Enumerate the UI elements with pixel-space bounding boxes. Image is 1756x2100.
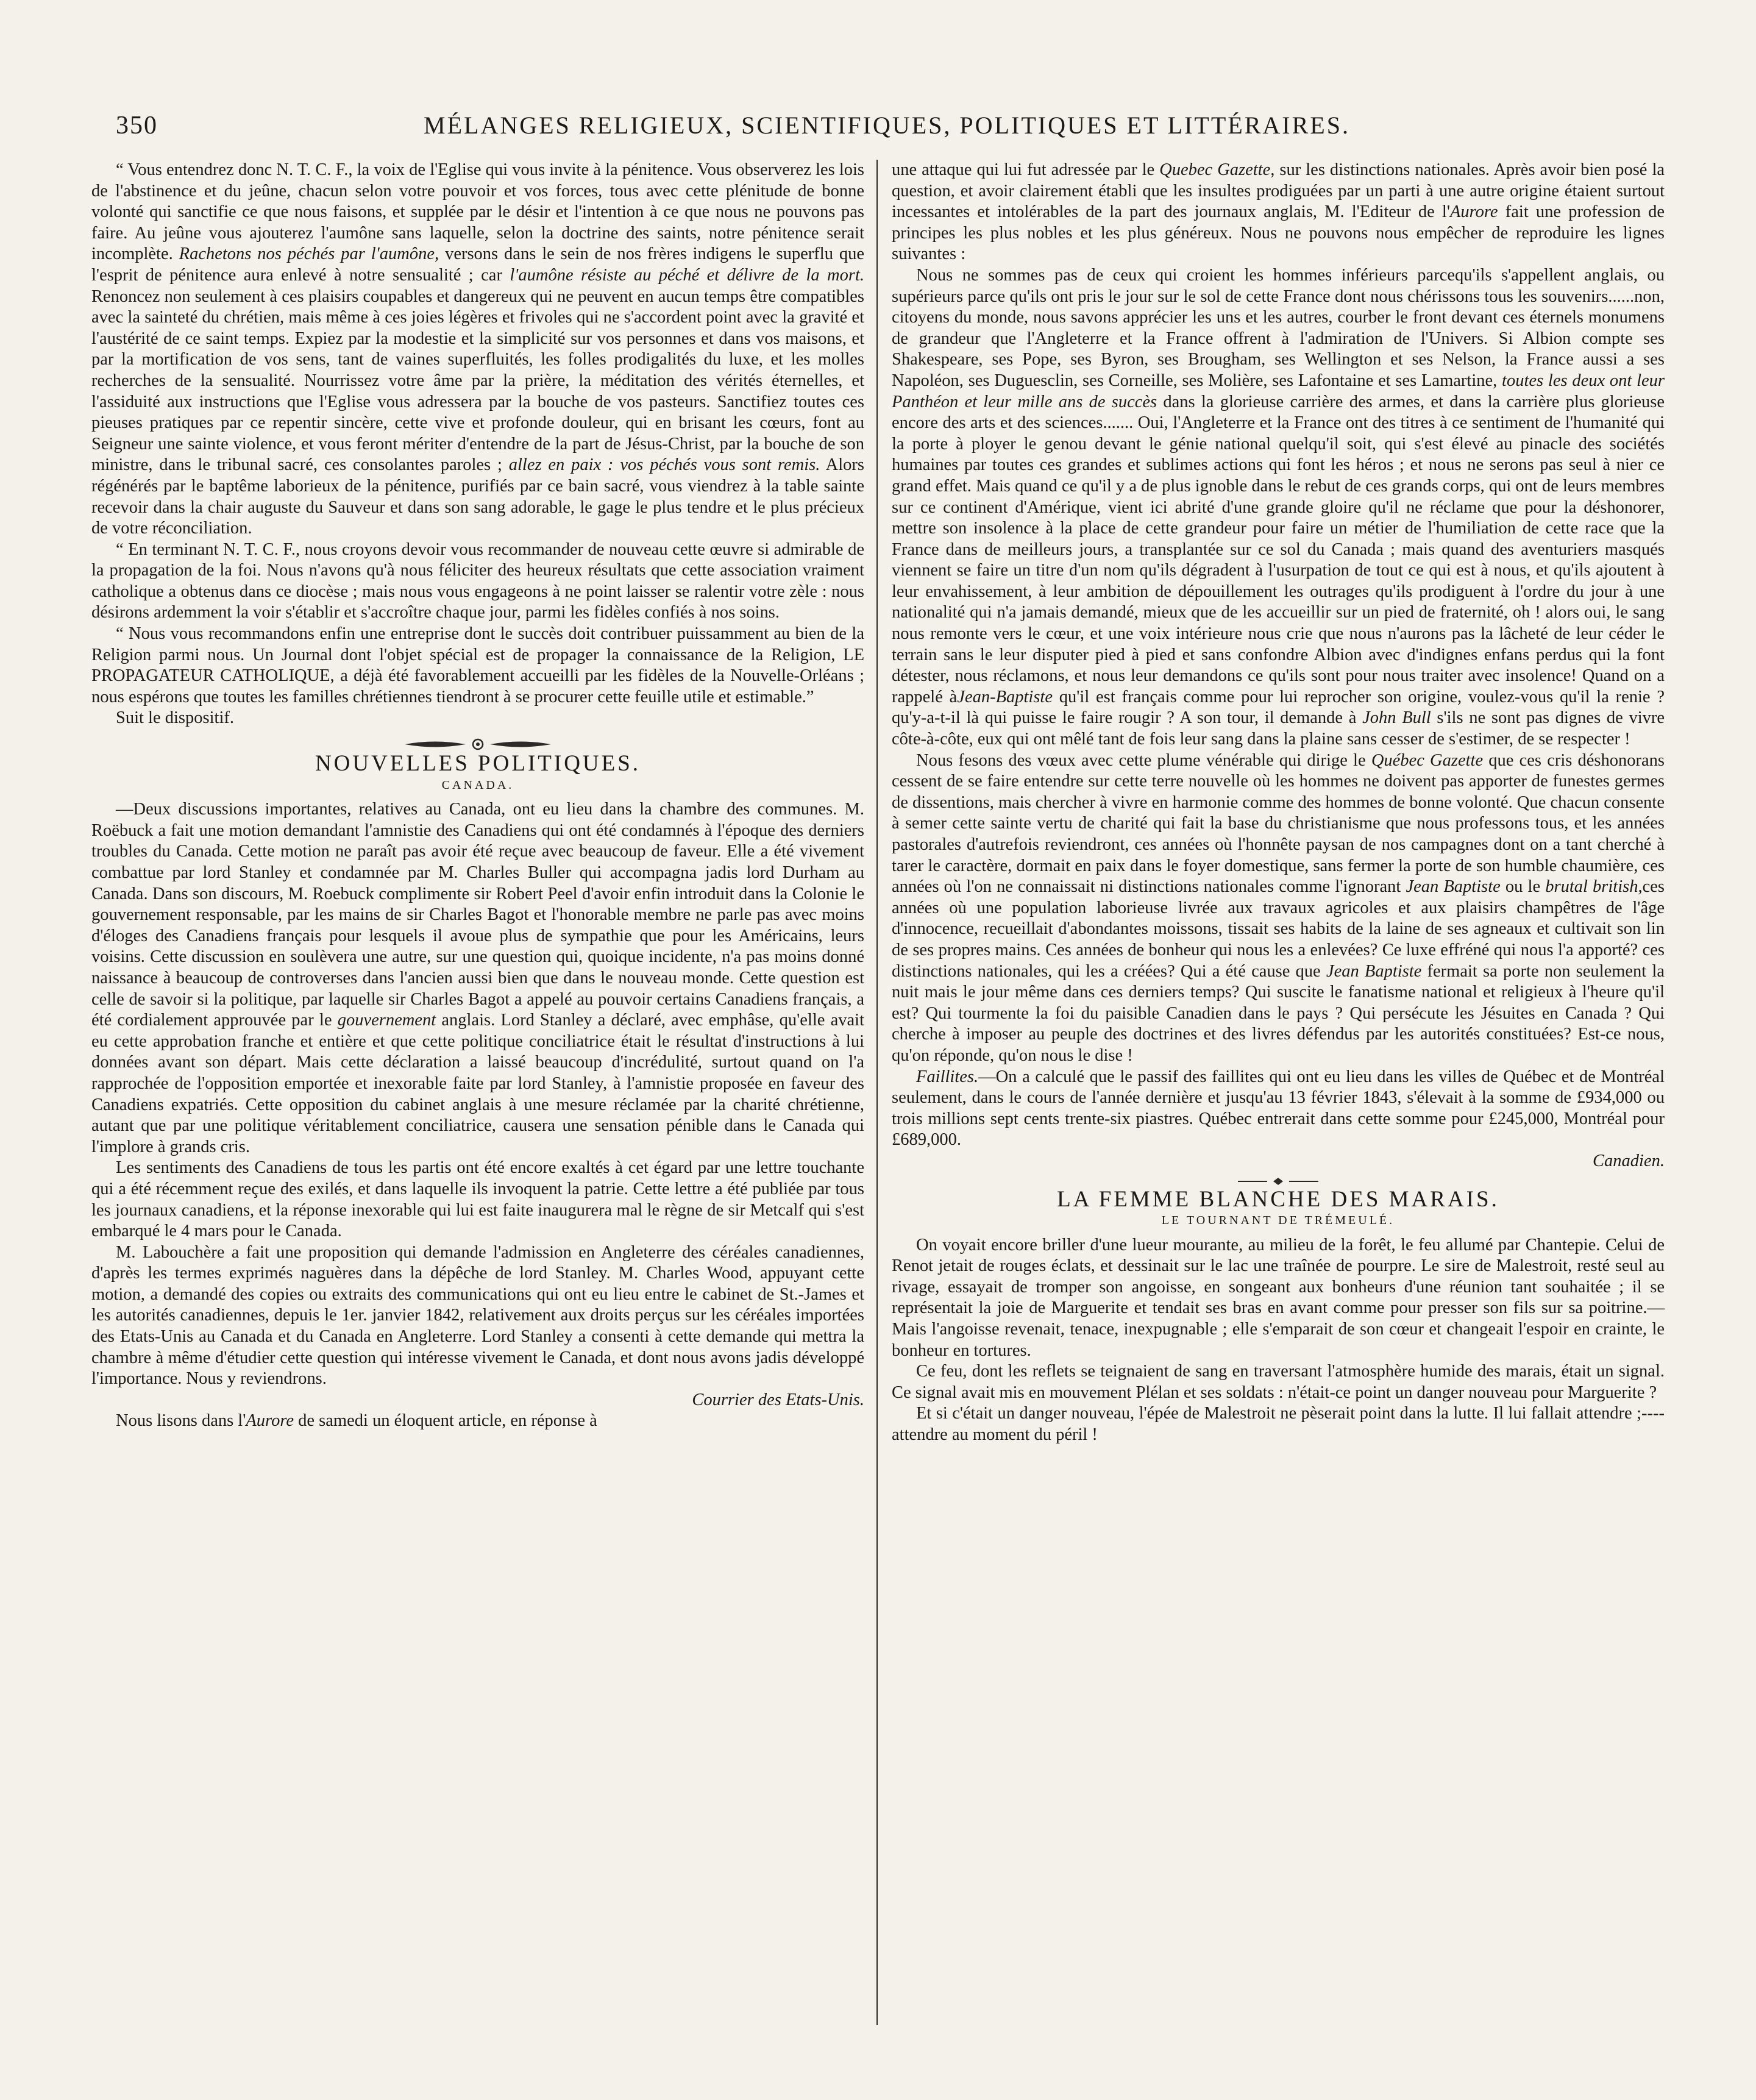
exiles-letter-paragraph: Les sentiments des Canadiens de tous les partis ont été encore exaltés à cet égard par une lettre touchante qui a été récemment reçue des exilés, et dans laquelle ils invoquent la patrie. Cette lettre a été publiée par tous les journaux canadiens, et la réponse inexorable qui lui est faite inaugurera mal le règne de sir Metcalf qui s'est embarqué le 4 mars pour le Canada. — [91, 1158, 864, 1241]
story-paragraph: Ce feu, dont les reflets se teignaient de sang en traversant l'atmosphère humide des marais, était un signal. Ce signal avait mis en mouvement Plélan et ses soldats : n'était-ce point un danger nouveau pour Marguerite ? — [892, 1362, 1665, 1402]
small-ornament-divider — [892, 1177, 1665, 1186]
right-column — [892, 160, 1665, 1446]
section-subtitle: CANADA. — [441, 778, 514, 792]
labouchere-paragraph: M. Labouchère a fait une proposition qui demande l'admission en Angleterre des céréales canadiennes, d'après les termes exprimés naguères dans la dépêche de lord Stanley. M. Charles Wood, appuyant cette motion, a demandé des copies ou extraits des communications qui ont eu lieu entre le cabinet de St.-James et les autorités canadiennes, depuis le 1er. janvier 1842, relativement aux droits perçus sur les céréales importées des Etats-Unis au Canada et du Canada en Angleterre. Lord Stanley a consenti à cette demande qui mettra la chambre à même d'étudier cette question qui intéresse vivement le Canada, et dont nous avons jadis développé l'importance. Nous y reviendrons. — [91, 1242, 864, 1389]
aurore-quote-paragraph: Nous ne sommes pas de ceux qui croient les hommes inférieurs parcequ'ils s'appellent anglais, ou supérieurs parce qu'ils ont pris le jour sur le sol de cette France dont nous chérissons tous les souvenirs......non, citoyens du monde, nous savons apprécier les uns et les autres, courber le front devant ces éternels monumens de grandeur que l'Angleterre et la France offrent à l'admiration de l'Univers. Si Albion compte ses Shakespeare, ses Pope, ses Byron, ses Brougham, ses Wellington et ses Nelson, la France aussi a ses Napoléon, ses Duguesclin, ses Corneille, ses Molière, ses Lafontaine et ses Lamartine, toutes les deux ont leur Panthéon et leur mille ans de succès dans la glorieuse carrière des armes, et dans la carrière plus glorieuse encore des arts et des sciences....... Oui, l'Angleterre et la France ont des titres à ce sentiment de l'humanité qui la porte à ployer le genou devant le génie national quelqu'il soit, qui s'est élevé au pinacle des sociétés humaines par toutes ces grandes et sublimes actions qui font les héros ; et nous ne serons pas seul à nier ce grand effet. Mais quand ce qu'il y a de plus ignoble dans le rebut de ces grands corps, qui ont de leurs membres sur ce continent d'Amérique, vient ici abrité d'une grande gloire qu'il ne réclame que pour la déshonorer, mettre son insolence à la place de cette grandeur pour faire un métier de l'humiliation de cette race que la France dans de meilleurs jours, a transplantée sur ce sol du Canada ; mais quand des aventuriers masqués viennent se faire un titre d'un nom qu'ils dégradent à l'usurpation de tout ce qui est à nous, et qu'ils ajoutent à leur envahissement, à leur ambition de dépouillement les outrages qu'ils prodiguent à l'ordre du jour à une nationalité qui n'a jamais demandé, mieux que de les accueillir sur un pied de fraternité, oh ! alors oui, le sang nous remonte vers le cœur, et une voix intérieure nous crie que nous n'aurons pas la lâcheté de leur céder le terrain sans le leur disputer pied à pied et sans confondre Albion avec d'indignes enfans perdus qui la font détester, nous réclamons, et nous leur demandons ce qu'ils sont pour nous traiter avec insolence! Quand on a rappelé àJean-Baptiste qu'il est français comme pour lui reprocher son origine, voulez-vous qu'il la renie ? qu'y-a-t-il là qui puisse le faire rougir ? A son tour, il demande à John Bull s'ils ne sont pas dignes de vivre côte-à-côte, eux qui ont mêlé tant de fois leur sang dans la plaine sans cesser de s'estimer, de se respecter ! — [892, 265, 1665, 749]
story-paragraph: On voyait encore briller d'une lueur mourante, au milieu de la forêt, le feu allumé par Chantepie. Celui de Renot jetait de rouges éclats, et dessinait sur le lac une traînée de pourpre. Le sire de Malestroit, resté seul au rivage, essayait de tromper son angoisse, en songeant aux bonheurs d'une réunion tant souhaitée ; il se représentait la joie de Marguerite et tendait ses bras en avant comme pour presser son fils sur sa poitrine.—Mais l'angoisse revenait, tenace, inexpugnable ; elle s'emparait de son cœur et changeait l'espoir en crainte, le bonheur en tortures. — [892, 1235, 1665, 1360]
source-attribution: Courrier des Etats-Unis. — [692, 1390, 864, 1409]
canada-news-paragraph: —Deux discussions importantes, relatives au Canada, ont eu lieu dans la chambre des communes. M. Roëbuck a fait une motion demandant l'amnistie des Canadiens qui ont été condamnés à l'époque des derniers troubles du Canada. Cette motion ne paraît pas avoir été reçue avec beaucoup de faveur. Elle a été vivement combattue par lord Stanley et condamnée par M. Charles Buller qui accompagna jadis lord Durham au Canada. Dans son discours, M. Roebuck complimente sir Robert Peel d'avoir enfin introduit dans la Colonie le gouvernement responsable, par les mains de sir Charles Bagot et l'honorable membre ne parle pas avec moins d'éloges des Canadiens français pour lesquels il avoue plus de sympathie que pour les Américains, leurs voisins. Cette discussion en soulèvera une autre, sur une question qui, quoique incidente, n'a pas moins donné naissance à beaucoup de controverses dans l'ancien aussi bien que dans le nouveau monde. Cette question est celle de savoir si la politique, par laquelle sir Charles Bagot a appelé au pouvoir certains Canadiens français, a été cordialement approuvée par le gouvernement anglais. Lord Stanley a déclaré, avec emphâse, qu'elle avait eu cette approbation franche et entière et que cette politique conciliatrice était le résultat d'instructions à lui données avant son départ. Mais cette déclaration a laissé beaucoup d'incrédulité, surtout quand on l'a rapprochée de l'opposition emportée et inexorable faite par lord Stanley, à l'amnistie proposée en faveur des Canadiens expatriés. Cette opposition du cabinet anglais à une mesure réclamée par la charité chrétienne, autant que par une politique véritablement conciliatrice, causera une sensation pénible dans le Canada qui l'implore à grands cris. — [91, 800, 864, 1156]
source-attribution-canadien: Canadien. — [1593, 1151, 1665, 1170]
story-subtitle: LE TOURNANT DE TRÉMEULÉ. — [1161, 1214, 1395, 1228]
small-ornament-icon — [1235, 1177, 1321, 1186]
story-paragraph: Et si c'était un danger nouveau, l'épée de Malestroit ne pèserait point dans la lutte. Il lui fallait attendre ;----attendre au moment du péril ! — [892, 1404, 1665, 1445]
column-divider — [876, 160, 878, 2025]
running-title: MÉLANGES RELIGIEUX, SCIENTIFIQUES, POLITIQUES ET LITTÉRAIRES. — [424, 112, 1350, 139]
journal-recommendation-paragraph: “ Nous vous recommandons enfin une entreprise dont le succès doit contribuer puissamment au bien de la Religion parmi nous. Un Journal dont l'objet spécial est de propager la connaissance de la Religion, LE PROPAGATEUR CATHOLIQUE, a déjà été favorablement accueilli par les fidèles de la Nouvelle-Orléans ; nous espérons que toutes les familles chrétiennes tiendront à se procurer cette feuille utile et estimable.” — [91, 624, 864, 707]
aurore-continuation-paragraph: une attaque qui lui fut adressée par le Quebec Gazette, sur les distinctions nationales. Après avoir bien posé la question, et avoir clairement établi que les insultes prodiguées par un parti à une autre origine étaient surtout incessantes et intolérables de la part des journaux anglais, M. l'Editeur de l'Aurore fait une profession de principes les plus nobles et les plus généreux. Nous ne pouvons nous empêcher de reproduire les lignes suivantes : — [892, 160, 1665, 264]
dispositif-line: Suit le dispositif. — [116, 708, 234, 728]
story-title: LA FEMME BLANCHE DES MARAIS. — [1057, 1186, 1499, 1212]
ornament-divider — [91, 738, 864, 751]
faillites-paragraph: Faillites.—On a calculé que le passif des faillites qui ont eu lieu dans les villes de Québec et de Montréal seulement, dans le cours de l'année dernière et jusqu'au 13 février 1843, s'élevait à la somme de £934,000 ou trois millions sept cents trente-six piastres. Québec entrerait dans cette somme pour £245,000, Montréal pour £689,000. — [892, 1067, 1665, 1150]
section-title: NOUVELLES POLITIQUES. — [315, 751, 641, 777]
left-column — [91, 160, 864, 1432]
page-number: 350 — [116, 112, 158, 140]
pastoral-letter-paragraph: “ Vous entendrez donc N. T. C. F., la voix de l'Eglise qui vous invite à la pénitence. Vous observerez les lois de l'abstinence et du jeûne, chacun selon votre pouvoir et vos forces, tous avec cette plénitude de bonne volonté qui sanctifie ce que nous faisons, et supplée par le désir et l'intention à ce que nous ne pouvons pas faire. Au jeûne vous ajouterez l'aumône sans laquelle, selon la doctrine des saints, notre pénitence serait incomplète. Rachetons nos péchés par l'aumône, versons dans le sein de nos frères indigens le superflu que l'esprit de pénitence aura enlevé à notre sensualité ; car l'aumône résiste au péché et délivre de la mort. Renoncez non seulement à ces plaisirs coupables et dangereux qui ne peuvent en aucun temps être compatibles avec la sainteté du chrétien, mais même à ces joies légères et frivoles qui ne s'accordent point avec la gravité et l'austérité de ce saint temps. Expiez par la modestie et la simplicité sur vos personnes et dans vos maisons, et par la mortification de vos sens, tant de vaines superfluités, les folles prodigalités du luxe, et les molles recherches de la sensualité. Nourrissez votre âme par la prière, la méditation des vérités éternelles, et l'assiduité aux instructions que l'Eglise vous adressera par la bouche de vos pasteurs. Sanctifiez toutes ces pieuses pratiques par ce repentir sincère, cette vive et profonde douleur, qui en brisant les cœurs, font au Seigneur une sainte violence, et vous feront mériter d'entendre de la part de Jésus-Christ, par la bouche de son ministre, dans le tribunal sacré, ces consolantes paroles ; allez en paix : vos péchés vous sont remis. Alors régénérés par le baptême laborieux de la pénitence, purifiés par ce bain sacré, vous viendrez à la table sainte recevoir dans la chair auguste du Sauveur et dans son sang adorable, le gage le plus tendre et le plus précieux de votre réconciliation. — [91, 160, 865, 538]
wishes-paragraph: Nous fesons des vœux avec cette plume vénérable qui dirige le Québec Gazette que ces cris déshonorans cessent de se faire entendre sur cette terre nouvelle où les hommes ne doivent pas apporter de funestes germes de dissentions, mais chercher à vivre en harmonie comme des hommes de bonne volonté. Que chacun consente à semer cette sainte vertu de charité qui fait la base du christianisme que nous professons tous, et les années pastorales d'autrefois reviendront, ces années où l'honnête paysan de nos campagnes dont on a tant cherché à tarer le caractère, dormait en paix dans le foyer domestique, sans fermer la porte de son humble chaumière, ces années où l'on ne connaissait ni distinctions nationales comme l'ignorant Jean Baptiste ou le brutal british,ces années où une population laborieuse livrée aux travaux agricoles et aux plaisirs champêtres de l'âge d'innocence, recueillait d'abondantes moissons, tissait ses habits de la laine de ses agneaux et cultivait son lin de ses propres mains. Ces années de bonheur qui nous les a enlevées? Ce luxe effréné qui nous l'a apporté? ces distinctions nationales, qui les a créées? Qui a été cause que Jean Baptiste fermait sa porte non seulement la nuit mais le jour même dans ces derniers temps? Qui suscite le fanatisme national et religieux à l'heure qu'il est? Qui tourmente la foi du paisible Canadien dans le pays ? Qui persécute les Jésuites en Canada ? Qui cherche à imposer au peuple des doctrines et des livres défendus par les autorités constituées? Est-ce nous, qu'on réponde, qu'on nous le dise ! — [892, 750, 1665, 1065]
propagation-of-faith-paragraph: “ En terminant N. T. C. F., nous croyons devoir vous recommander de nouveau cette œuvre si admirable de la propagation de la foi. Nous n'avons qu'à nous féliciter des heureux résultats que cette association vraiment catholique a obtenus dans ce diocèse ; mais nous vous engageons à ne point laisser se ralentir votre zèle : nous désirons ardemment la voir s'établir et s'accroître chaque jour, parmi les fidèles confiés à nos soins. — [91, 539, 864, 622]
aurore-intro-paragraph: Nous lisons dans l'Aurore de samedi un éloquent article, en réponse à — [116, 1411, 597, 1431]
page-header — [116, 111, 1658, 148]
ornament-icon — [399, 738, 557, 751]
